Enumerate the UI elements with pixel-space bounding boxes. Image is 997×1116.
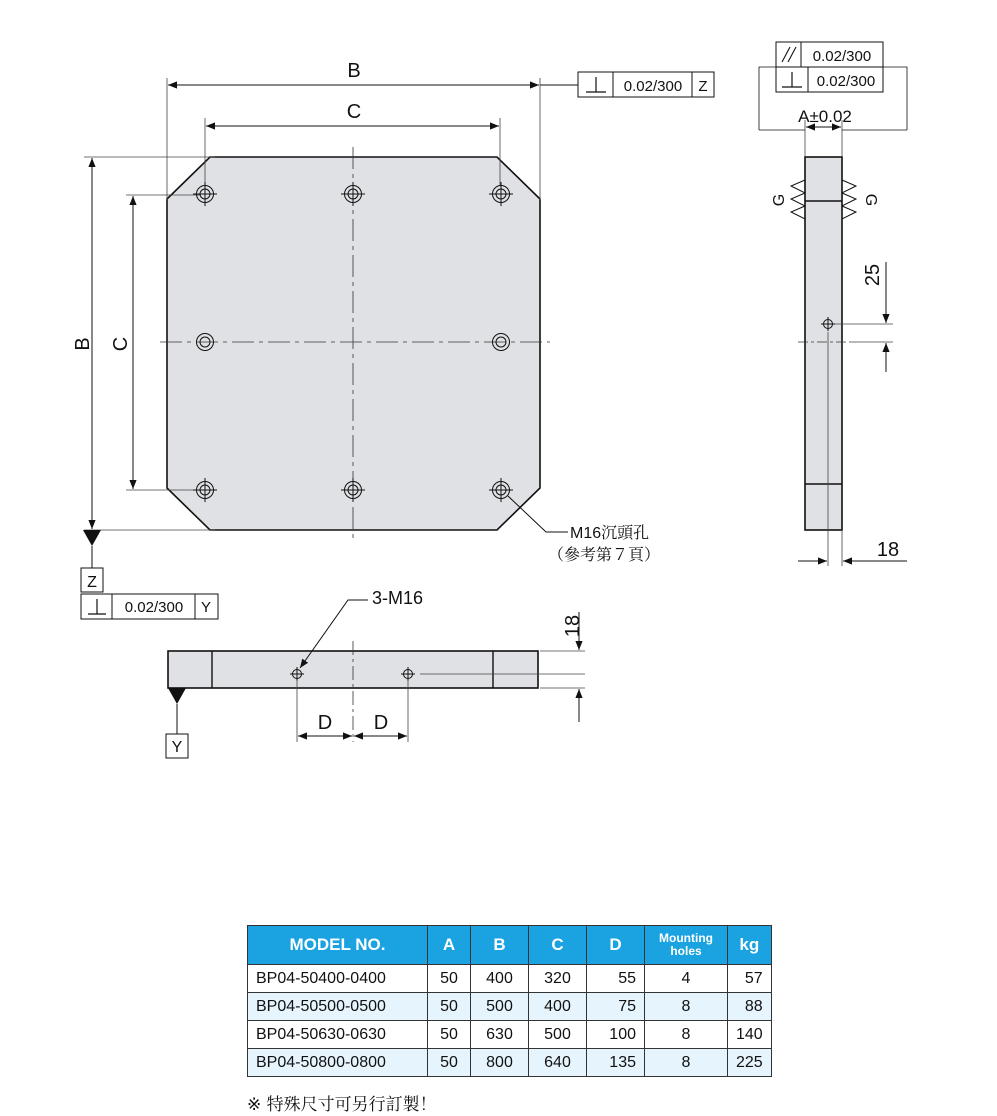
- perpendicularity-callout-y: [81, 594, 218, 619]
- grind-symbol-left-icon: [791, 180, 805, 219]
- cell-c: 500: [529, 1021, 587, 1049]
- cell-d: 135: [587, 1049, 645, 1077]
- dim-label-b-top: B: [347, 60, 361, 82]
- dim-label-a: A±0.02: [798, 107, 852, 126]
- cell-mounting-holes: 4: [645, 965, 728, 993]
- cell-d: 75: [587, 993, 645, 1021]
- dim-label-d-right: D: [373, 712, 389, 734]
- spec-table-container: [247, 925, 772, 1077]
- cell-kg: 140: [728, 1021, 772, 1049]
- cell-b: 400: [471, 965, 529, 993]
- cell-c: 400: [529, 993, 587, 1021]
- end-view: [759, 42, 907, 566]
- cell-kg: 88: [728, 993, 772, 1021]
- side-view: [166, 588, 585, 758]
- header-d: D: [587, 926, 645, 965]
- datum-y-triangle: [168, 688, 186, 704]
- cell-a: 50: [428, 993, 471, 1021]
- hole-callout-reference: （參考第７頁）: [548, 547, 661, 564]
- cell-b: 630: [471, 1021, 529, 1049]
- table-row: [248, 965, 772, 993]
- header-c: C: [529, 926, 587, 965]
- dim-label-b-left: B: [72, 337, 94, 351]
- custom-size-note: ※ 特殊尺寸可另行訂製！: [247, 1095, 437, 1115]
- dim-label-d-left: D: [317, 712, 333, 734]
- cell-a: 50: [428, 1049, 471, 1077]
- cell-model: BP04-50630-0630: [248, 1021, 428, 1049]
- svg-text:0.02/300: 0.02/300: [623, 78, 683, 95]
- cell-mounting-holes: 8: [645, 1049, 728, 1077]
- cell-mounting-holes: 8: [645, 993, 728, 1021]
- dim-label-c-left: C: [110, 336, 132, 352]
- dim-label-25: 25: [862, 263, 884, 287]
- cell-model: BP04-50400-0400: [248, 965, 428, 993]
- svg-text:Z: Z: [698, 78, 708, 95]
- svg-text:0.02/300: 0.02/300: [124, 599, 184, 616]
- hole-callout-label: M16沉頭孔: [570, 525, 650, 542]
- grind-label-left: G: [771, 193, 788, 207]
- cell-kg: 225: [728, 1049, 772, 1077]
- cell-a: 50: [428, 1021, 471, 1049]
- plate-top-view: [167, 157, 540, 530]
- dim-label-c-top: C: [346, 101, 362, 123]
- perpendicularity-callout-z: [578, 72, 714, 97]
- cell-model: BP04-50800-0800: [248, 1049, 428, 1077]
- datum-z-label: Z: [87, 574, 97, 591]
- table-row: [248, 1049, 772, 1077]
- cell-d: 55: [587, 965, 645, 993]
- dim-label-18-side: 18: [562, 614, 584, 638]
- svg-text:0.02/300: 0.02/300: [812, 48, 872, 65]
- plate-end-view: [805, 157, 842, 530]
- dim-label-18-end: 18: [876, 539, 900, 561]
- table-row: [248, 1021, 772, 1049]
- cell-b: 800: [471, 1049, 529, 1077]
- top-view: [72, 60, 714, 619]
- cell-c: 320: [529, 965, 587, 993]
- perpendicularity-callout-end: [776, 67, 883, 92]
- tapped-hole-label: 3-M16: [372, 588, 424, 608]
- cell-model: BP04-50500-0500: [248, 993, 428, 1021]
- cell-d: 100: [587, 1021, 645, 1049]
- header-model: MODEL NO.: [248, 926, 428, 965]
- grind-symbol-right-icon: [842, 180, 856, 219]
- svg-text:Y: Y: [200, 599, 212, 616]
- table-header-row: [248, 926, 772, 965]
- cell-mounting-holes: 8: [645, 1021, 728, 1049]
- header-mounting-holes: Mounting holes: [645, 926, 728, 965]
- cell-b: 500: [471, 993, 529, 1021]
- cell-a: 50: [428, 965, 471, 993]
- grind-label-right: G: [862, 193, 879, 207]
- cell-c: 640: [529, 1049, 587, 1077]
- header-kg: kg: [728, 926, 772, 965]
- spec-table: [247, 925, 772, 1077]
- header-a: A: [428, 926, 471, 965]
- header-b: B: [471, 926, 529, 965]
- datum-z-triangle: [83, 530, 101, 546]
- datum-y-label: Y: [171, 739, 183, 756]
- cell-kg: 57: [728, 965, 772, 993]
- svg-text:0.02/300: 0.02/300: [816, 73, 876, 90]
- table-row: [248, 993, 772, 1021]
- parallelism-callout: [776, 42, 883, 67]
